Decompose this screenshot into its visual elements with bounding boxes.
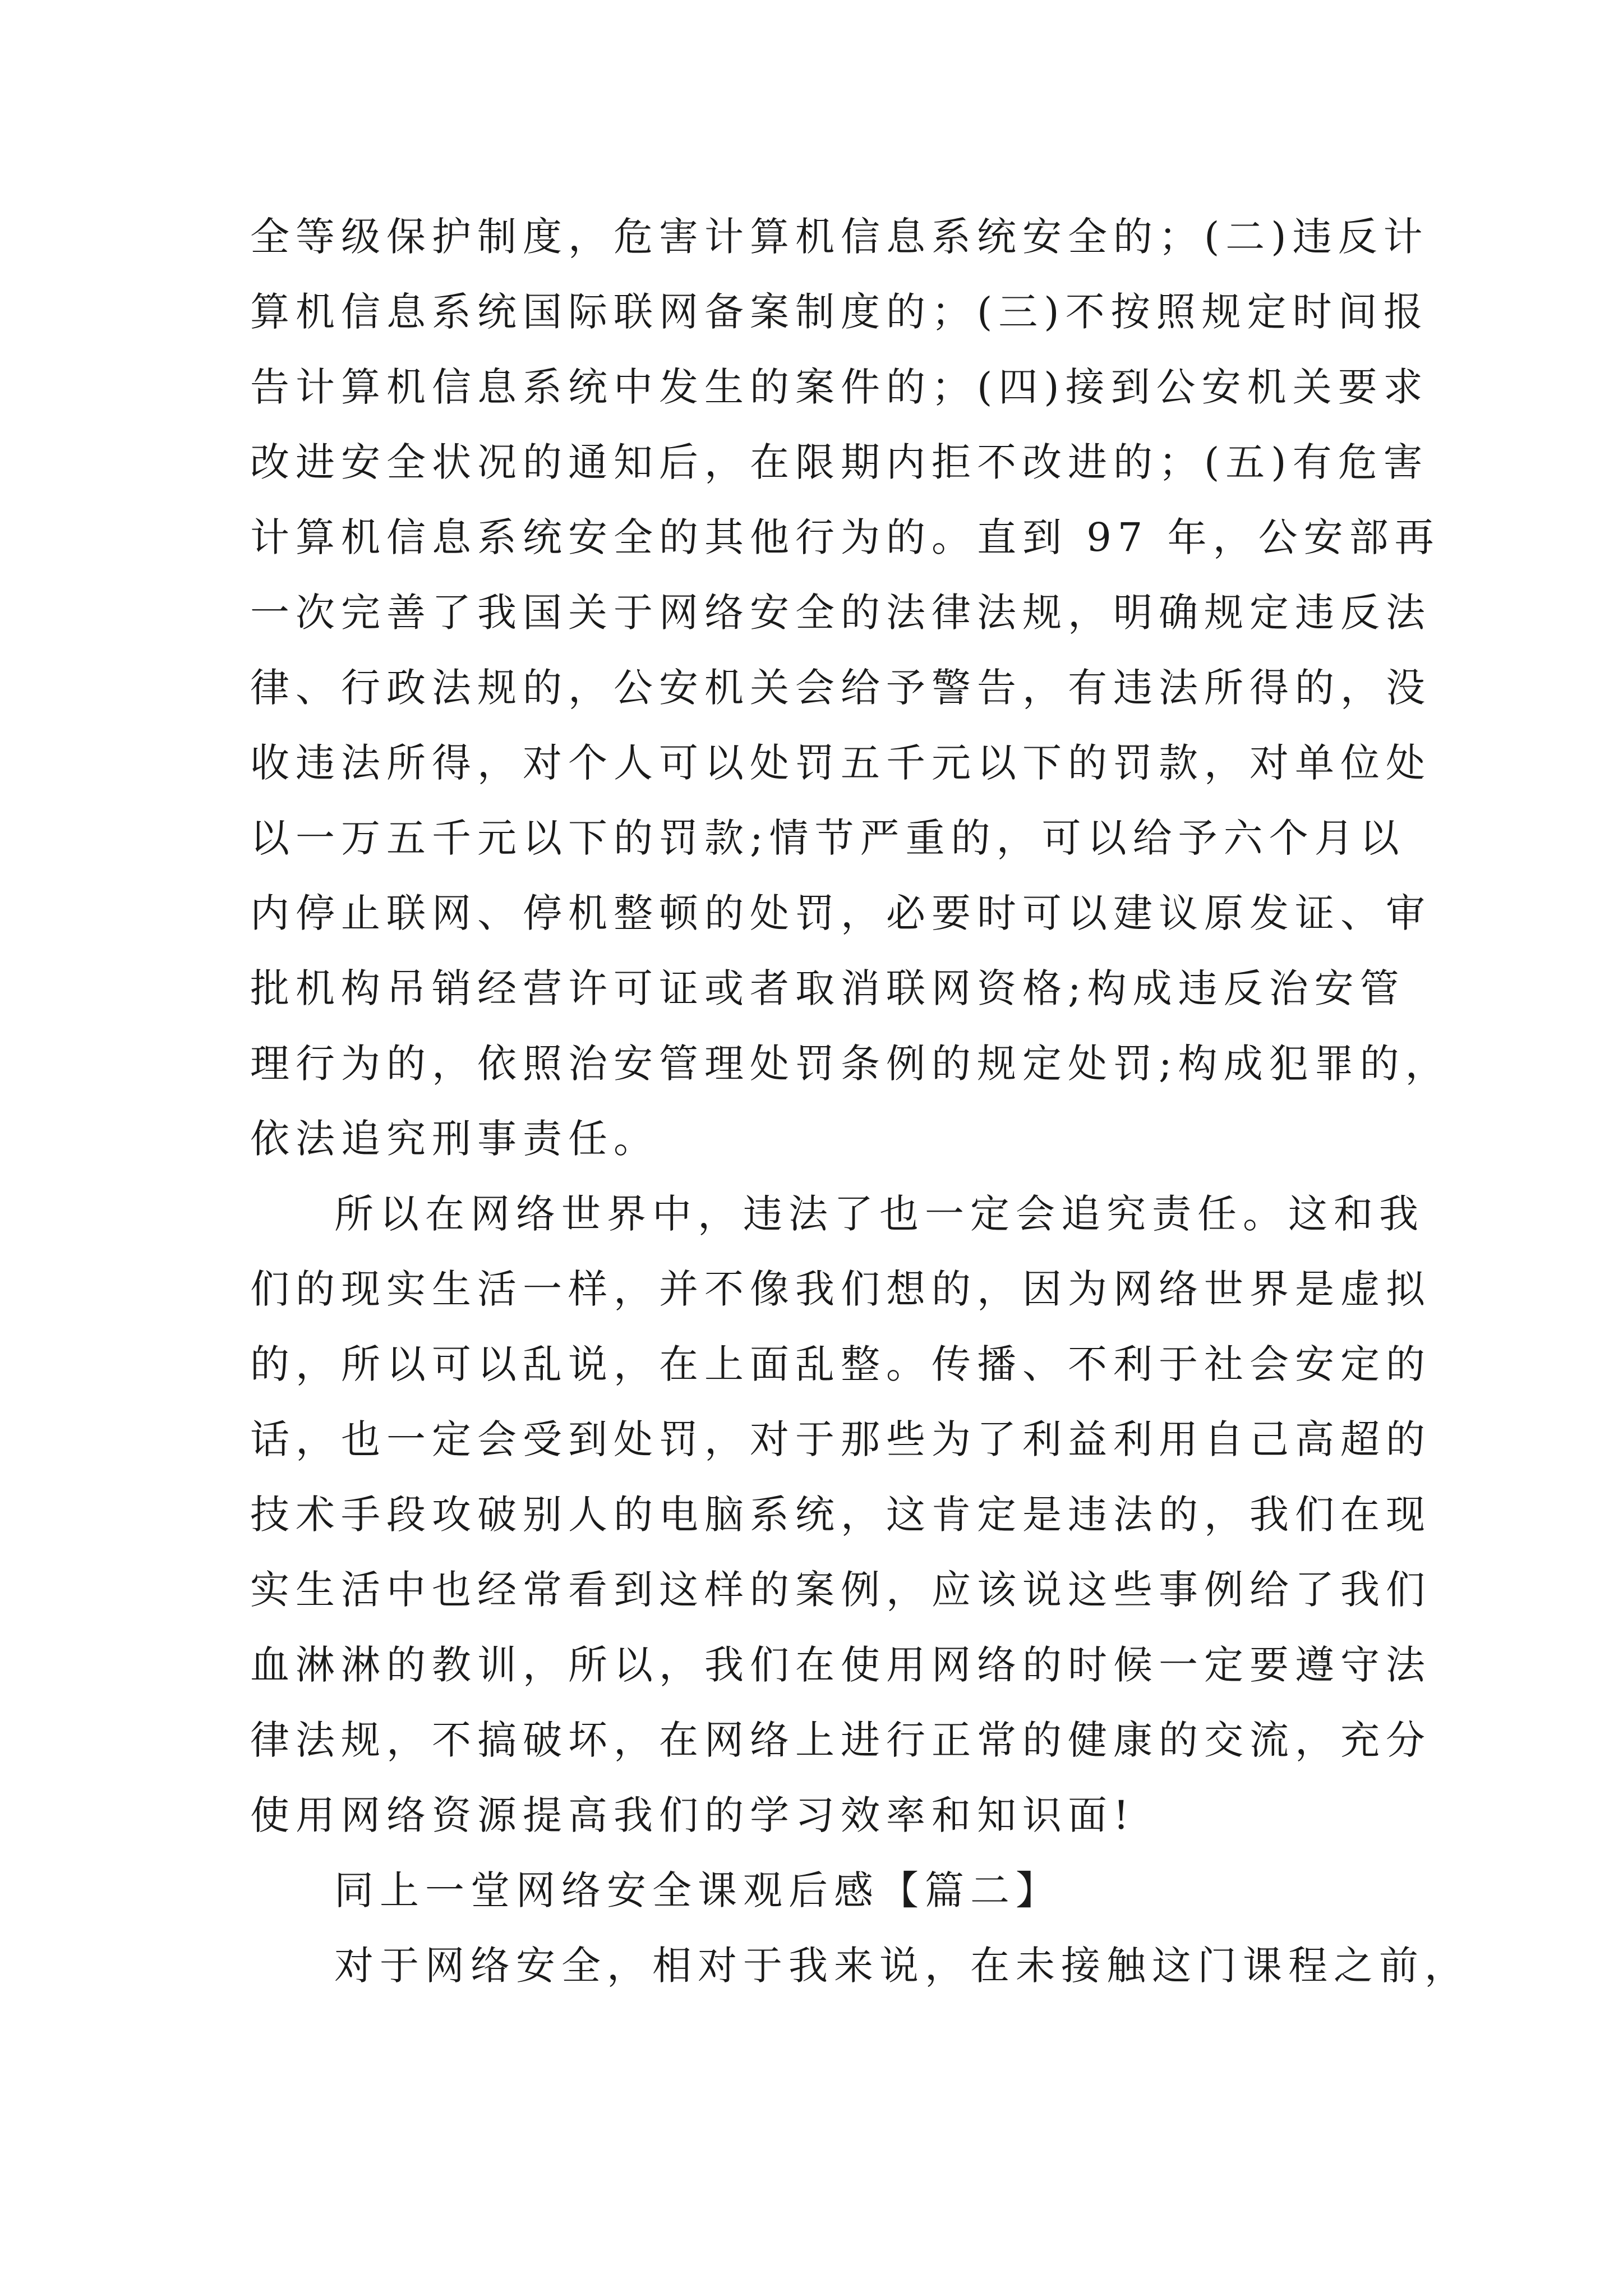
text-line: 改进安全状况的通知后，在限期内拒不改进的；(五)有危害: [250, 439, 1429, 485]
text-line: 全等级保护制度，危害计算机信息系统安全的；(二)违反计: [250, 214, 1429, 260]
text-line: 血淋淋的教训，所以，我们在使用网络的时候一定要遵守法: [250, 1642, 1431, 1688]
text-line: 批机构吊销经营许可证或者取消联网资格;构成违反治安管: [250, 965, 1405, 1011]
paragraph-start-line: 对于网络安全，相对于我来说，在未接触这门课程之前，: [334, 1943, 1470, 1989]
text-line: 内停止联网、停机整顿的处罚，必要时可以建议原发证、审: [250, 890, 1431, 936]
text-line: 一次完善了我国关于网络安全的法律法规，明确规定违反法: [250, 590, 1431, 636]
text-line: 的，所以可以乱说，在上面乱整。传播、不利于社会安定的: [250, 1341, 1431, 1387]
text-line: 依法追究刑事责任。: [250, 1116, 659, 1162]
paragraph-start-line: 所以在网络世界中，违法了也一定会追究责任。这和我: [334, 1191, 1424, 1237]
text-line: 算机信息系统国际联网备案制度的；(三)不按照规定时间报: [250, 289, 1429, 335]
text-line: 理行为的，依照治安管理处罚条例的规定处罚;构成犯罪的，: [250, 1041, 1451, 1087]
document-body: [250, 199, 1470, 2003]
text-line: 使用网络资源提高我们的学习效率和知识面!: [250, 1792, 1136, 1838]
text-line: 技术手段攻破别人的电脑系统，这肯定是违法的，我们在现: [250, 1492, 1431, 1538]
text-line: 以一万五千元以下的罚款;情节严重的，可以给予六个月以: [250, 815, 1405, 861]
text-line: 律、行政法规的，公安机关会给予警告，有违法所得的，没: [250, 665, 1431, 711]
section-heading: 同上一堂网络安全课观后感【篇二】: [334, 1867, 1061, 1913]
text-line: 计算机信息系统安全的其他行为的。直到 97 年，公安部再: [250, 514, 1440, 560]
text-line: 们的现实生活一样，并不像我们想的，因为网络世界是虚拟: [250, 1266, 1431, 1312]
text-line: 话，也一定会受到处罚，对于那些为了利益利用自己高超的: [250, 1416, 1431, 1462]
text-line: 律法规，不搞破坏，在网络上进行正常的健康的交流，充分: [250, 1717, 1431, 1763]
text-line: 收违法所得，对个人可以处罚五千元以下的罚款，对单位处: [250, 740, 1431, 786]
text-line: 实生活中也经常看到这样的案例，应该说这些事例给了我们: [250, 1567, 1431, 1613]
text-line: 告计算机信息系统中发生的案件的；(四)接到公安机关要求: [250, 364, 1429, 410]
